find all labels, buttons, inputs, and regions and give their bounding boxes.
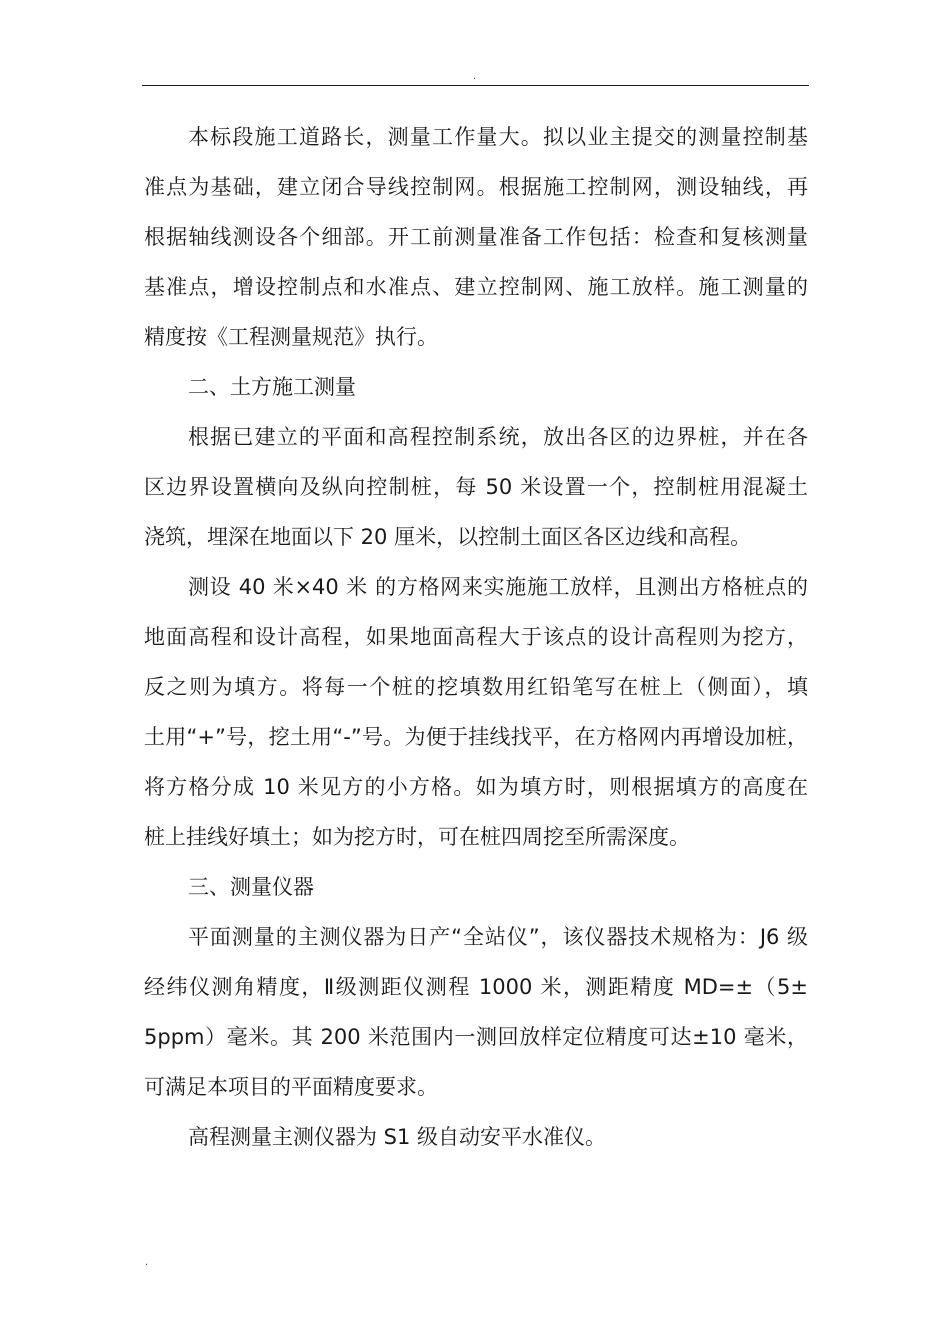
- text-line: 土用“+”号，挖土用“-”号。为便于挂线找平，在方格网内再增设加桩，: [144, 725, 808, 749]
- header-mark: .: [473, 71, 477, 82]
- text-line: 本标段施工道路长，测量工作量大。拟以业主提交的测量控制基: [188, 125, 808, 149]
- header-divider: [142, 85, 809, 86]
- text-line: 经纬仪测角精度，Ⅱ级测距仪测程 1000 米，测距精度 MD=±（5±: [144, 975, 808, 999]
- text-line: 区边界设置横向及纵向控制桩，每 50 米设置一个，控制桩用混凝土: [144, 475, 808, 499]
- text-line: 准点为基础，建立闭合导线控制网。根据施工控制网，测设轴线，再: [144, 175, 808, 199]
- document-body: [144, 112, 808, 1162]
- text-line: 可满足本项目的平面精度要求。: [144, 1075, 438, 1099]
- text-line: 根据已建立的平面和高程控制系统，放出各区的边界桩，并在各: [188, 425, 808, 449]
- text-line: 5ppm）毫米。其 200 米范围内一测回放样定位精度可达±10 毫米，: [144, 1025, 808, 1049]
- text-line: 根据轴线测设各个细部。开工前测量准备工作包括：检查和复核测量: [144, 225, 808, 249]
- text-line: 桩上挂线好填土；如为挖方时，可在桩四周挖至所需深度。: [144, 825, 690, 849]
- text-line: 精度按《工程测量规范》执行。: [144, 325, 438, 349]
- text-line: 反之则为填方。将每一个桩的挖填数用红铅笔写在桩上（侧面），填: [144, 675, 808, 699]
- footer-mark: .: [145, 1257, 149, 1268]
- text-line: 测设 40 米×40 米 的方格网来实施施工放样，且测出方格桩点的: [188, 575, 808, 599]
- section-heading: 三、测量仪器: [188, 875, 314, 899]
- section-heading: 二、土方施工测量: [188, 375, 356, 399]
- text-line: 基准点，增设控制点和水准点、建立控制网、施工放样。施工测量的: [144, 275, 808, 299]
- text-line: 平面测量的主测仪器为日产“全站仪”，该仪器技术规格为：J6 级: [188, 925, 808, 949]
- text-line: 高程测量主测仪器为 S1 级自动安平水准仪。: [188, 1125, 607, 1149]
- text-line: 地面高程和设计高程，如果地面高程大于该点的设计高程则为挖方，: [144, 625, 808, 649]
- text-line: 浇筑，埋深在地面以下 20 厘米，以控制土面区各区边线和高程。: [144, 525, 752, 549]
- text-line: 将方格分成 10 米见方的小方格。如为填方时，则根据填方的高度在: [144, 775, 808, 799]
